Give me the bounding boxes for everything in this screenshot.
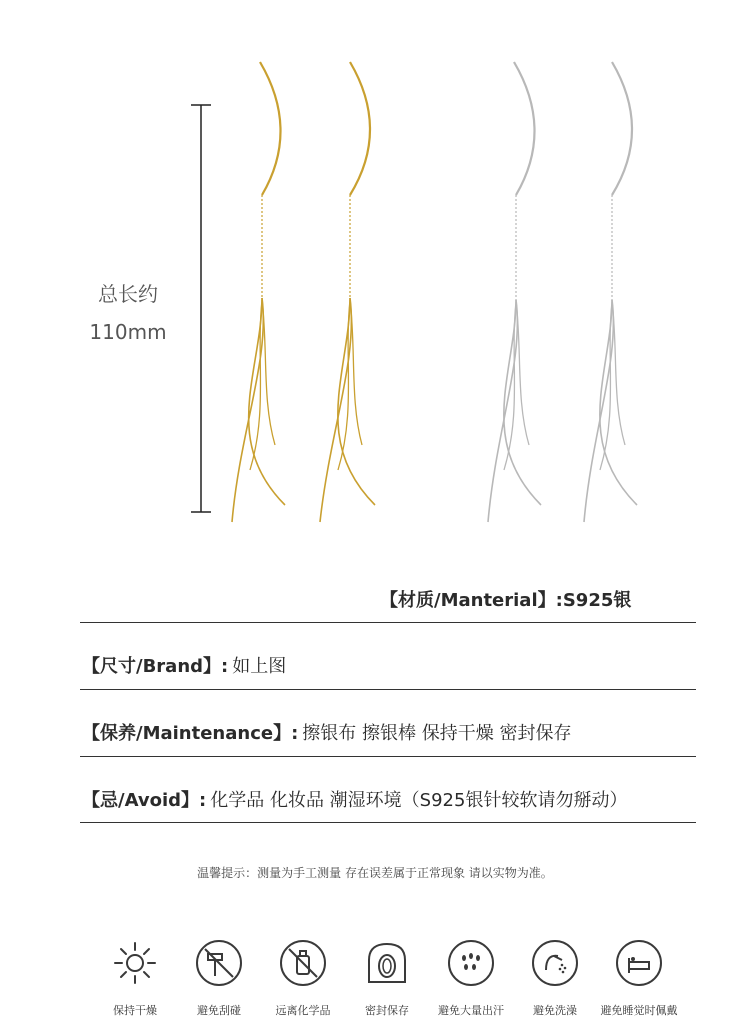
divider	[80, 689, 696, 690]
care-item-chemicals	[263, 940, 343, 1018]
sealed-storage-icon	[364, 940, 410, 986]
care-item-shower	[515, 940, 595, 1018]
measurement-tip: 温馨提示：测量为手工测量 存在误差属于正常现象 请以实物为准。	[197, 866, 553, 880]
length-value: 110mm	[89, 320, 167, 344]
care-label: 避免刮碰	[197, 1004, 241, 1017]
care-label: 密封保存	[365, 1004, 409, 1017]
spec-material-value: S925银	[562, 590, 632, 611]
shower-icon	[532, 940, 578, 986]
silver-earring-left	[488, 62, 541, 522]
care-item-sleep	[599, 940, 679, 1018]
spec-maintenance-value: 擦银布 擦银棒 保持干燥 密封保存	[302, 723, 572, 744]
care-item-scratch	[179, 940, 259, 1018]
bed-icon	[616, 940, 662, 986]
spec-avoid-key: 【忌/Avoid】:	[82, 790, 207, 811]
silver-earring-right	[584, 62, 637, 522]
care-label: 远离化学品	[275, 1004, 331, 1017]
sweat-drops-icon	[448, 940, 494, 986]
care-item-dry	[95, 940, 175, 1018]
hammer-prohibited-icon	[196, 940, 242, 986]
divider	[80, 822, 696, 823]
chemical-bottle-prohibited-icon	[280, 940, 326, 986]
care-item-sweat	[431, 940, 511, 1018]
gold-earring-left	[232, 62, 285, 522]
length-label: 总长约	[98, 282, 158, 306]
divider	[80, 622, 696, 623]
spec-maintenance-key: 【保养/Maintenance】:	[82, 723, 299, 744]
divider	[80, 756, 696, 757]
care-label: 避免洗澡	[533, 1004, 577, 1017]
spec-material-key: 【材质/Manterial】:	[380, 590, 563, 611]
care-label: 保持干燥	[113, 1004, 157, 1017]
spec-avoid-value: 化学品 化妆品 潮湿环境（S925银针较软请勿掰动）	[210, 790, 628, 811]
care-item-sealed	[347, 940, 427, 1018]
spec-size-value: 如上图	[232, 656, 287, 677]
spec-size-key: 【尺寸/Brand】:	[82, 656, 229, 677]
care-label: 避免睡觉时佩戴	[600, 1004, 678, 1017]
gold-earring-right	[320, 62, 375, 522]
care-label: 避免大量出汗	[438, 1004, 504, 1017]
length-bracket	[191, 105, 211, 512]
sun-icon	[112, 940, 158, 986]
